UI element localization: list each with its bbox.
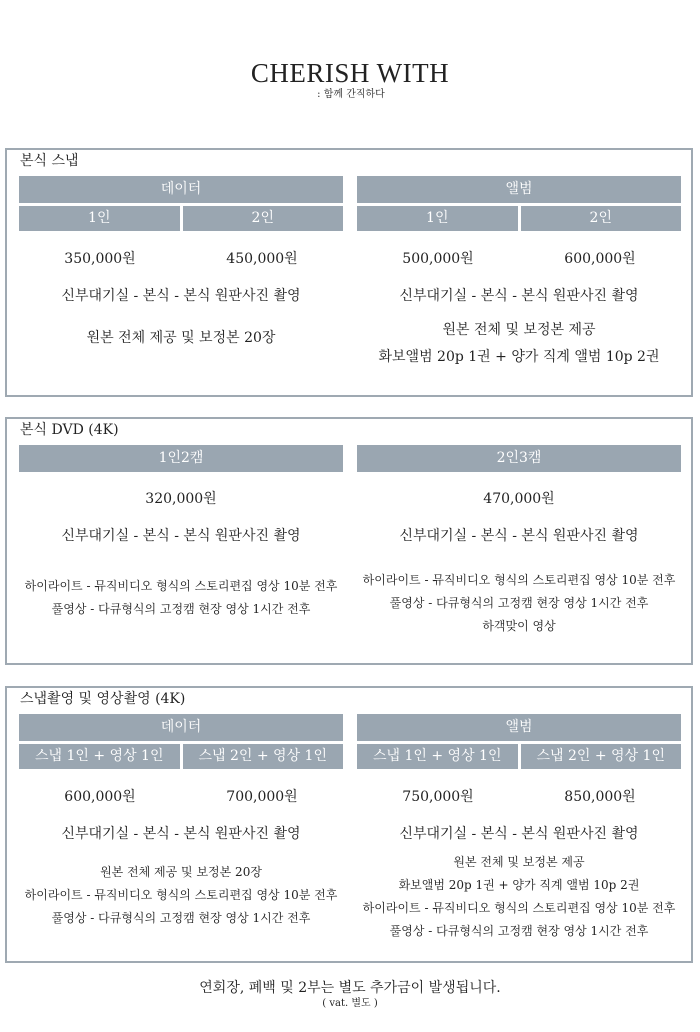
package-data (19, 714, 343, 930)
note-line: 원본 전체 제공 및 보정본 20장 (100, 865, 262, 879)
package-label: 앨범 (357, 176, 681, 203)
package-label: 데이터 (19, 714, 343, 741)
price: 470,000원 (483, 491, 555, 507)
note-line: 풀영상 - 다큐형식의 고정캠 현장 영상 1시간 전후 (389, 924, 649, 938)
price: 600,000원 (564, 251, 636, 267)
package-label: 앨범 (357, 714, 681, 741)
option-label: 스냅 2인 + 영상 1인 (183, 744, 344, 769)
section-snap-video (5, 686, 693, 963)
section-wedding-snap (5, 148, 693, 397)
option-label: 2인 (521, 206, 682, 231)
price: 450,000원 (226, 251, 298, 267)
package-notes (357, 569, 681, 638)
option-label: 스냅 2인 + 영상 1인 (521, 744, 682, 769)
brand-subtitle: : 함께 간직하다 (317, 89, 385, 100)
package-data (19, 176, 343, 352)
note-line: 하이라이트 - 뮤직비디오 형식의 스토리편집 영상 10분 전후 (362, 901, 676, 915)
package-notes (19, 575, 343, 621)
option-label: 스냅 1인 + 영상 1인 (357, 744, 518, 769)
section-title: 본식 DVD (4K) (20, 422, 119, 438)
note-line: 하이라이트 - 뮤직비디오 형식의 스토리편집 영상 10분 전후 (362, 573, 676, 587)
coverage-description: 신부대기실 - 본식 - 본식 원판사진 촬영 (61, 528, 301, 544)
package-notes (357, 317, 681, 371)
price: 600,000원 (64, 789, 136, 805)
section-wedding-dvd (5, 417, 693, 665)
price: 850,000원 (564, 789, 636, 805)
note-line: 원본 전체 제공 및 보정본 20장 (86, 330, 276, 346)
price: 500,000원 (402, 251, 474, 267)
package-notes (19, 861, 343, 930)
package-2p3cam (357, 445, 681, 638)
price: 750,000원 (402, 789, 474, 805)
option-label: 1인 (19, 206, 180, 231)
coverage-description: 신부대기실 - 본식 - 본식 원판사진 촬영 (61, 288, 301, 304)
package-notes (19, 325, 343, 352)
note-line: 풀영상 - 다큐형식의 고정캠 현장 영상 1시간 전후 (389, 596, 649, 610)
note-line: 하이라이트 - 뮤직비디오 형식의 스토리편집 영상 10분 전후 (24, 579, 338, 593)
note-line: 화보앨범 20p 1권 + 양가 직계 앨범 10p 2권 (378, 349, 660, 365)
page-footer (0, 979, 700, 1011)
note-line: 화보앨범 20p 1권 + 양가 직계 앨범 10p 2권 (398, 878, 640, 892)
price: 700,000원 (226, 789, 298, 805)
package-label: 2인3캠 (357, 445, 681, 472)
package-album (357, 176, 681, 371)
coverage-description: 신부대기실 - 본식 - 본식 원판사진 촬영 (399, 528, 639, 544)
coverage-description: 신부대기실 - 본식 - 본식 원판사진 촬영 (399, 288, 639, 304)
package-album (357, 714, 681, 943)
coverage-description: 신부대기실 - 본식 - 본식 원판사진 촬영 (399, 826, 639, 842)
vat-note: ( vat. 별도 ) (322, 998, 378, 1009)
note-line: 하객맞이 영상 (482, 619, 556, 633)
brand-title: CHERISH WITH (250, 58, 450, 88)
price: 350,000원 (64, 251, 136, 267)
extra-charge-note: 연회장, 폐백 및 2부는 별도 추가금이 발생됩니다. (199, 980, 501, 996)
package-label: 데이터 (19, 176, 343, 203)
note-line: 하이라이트 - 뮤직비디오 형식의 스토리편집 영상 10분 전후 (24, 888, 338, 902)
page-header (0, 58, 700, 101)
note-line: 풀영상 - 다큐형식의 고정캠 현장 영상 1시간 전후 (51, 602, 311, 616)
section-title: 본식 스냅 (20, 153, 79, 169)
note-line: 풀영상 - 다큐형식의 고정캠 현장 영상 1시간 전후 (51, 911, 311, 925)
option-label: 스냅 1인 + 영상 1인 (19, 744, 180, 769)
coverage-description: 신부대기실 - 본식 - 본식 원판사진 촬영 (61, 826, 301, 842)
option-label: 2인 (183, 206, 344, 231)
package-1p2cam (19, 445, 343, 621)
package-notes (357, 851, 681, 943)
option-label: 1인 (357, 206, 518, 231)
section-title: 스냅촬영 및 영상촬영 (4K) (20, 691, 186, 707)
note-line: 원본 전체 및 보정본 제공 (453, 855, 585, 869)
price: 320,000원 (145, 491, 217, 507)
note-line: 원본 전체 및 보정본 제공 (442, 322, 596, 338)
package-label: 1인2캠 (19, 445, 343, 472)
